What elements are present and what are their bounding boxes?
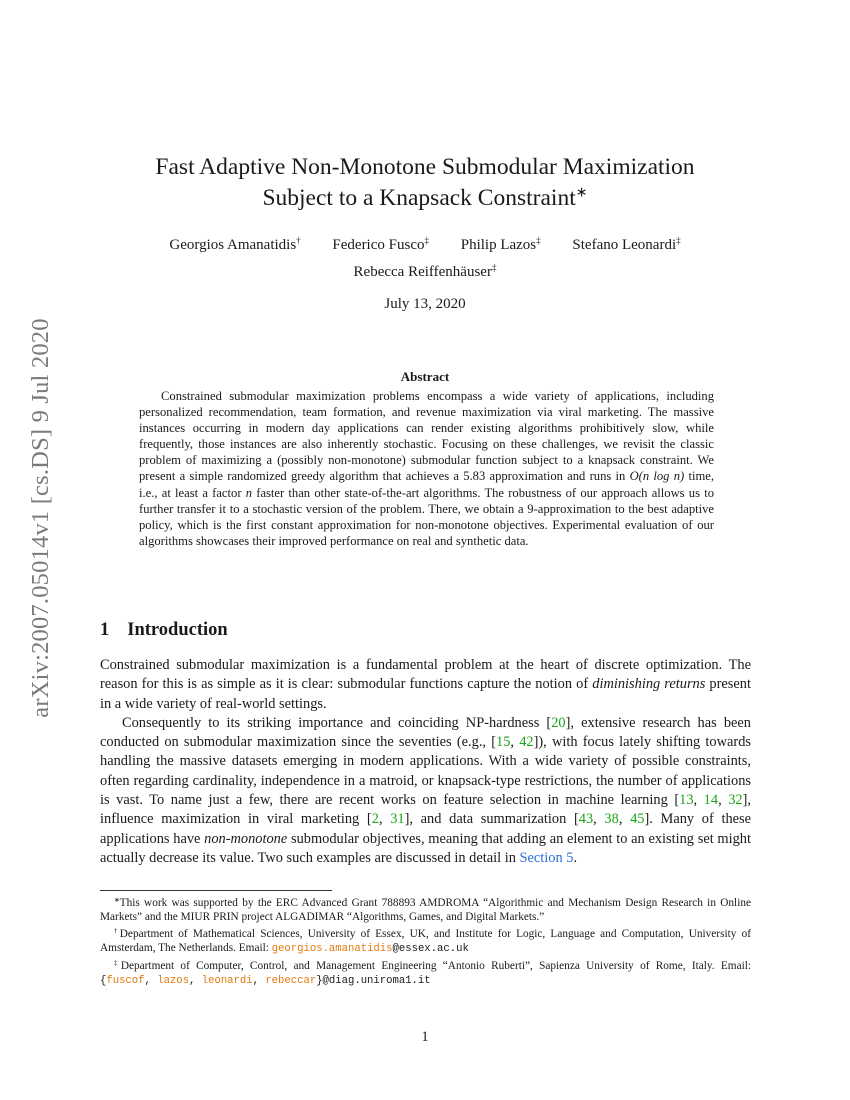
- email-link[interactable]: fuscof: [106, 975, 145, 988]
- citation-link[interactable]: 38: [604, 811, 619, 828]
- paper-date: July 13, 2020: [384, 296, 466, 312]
- author: Philip Lazos‡: [460, 235, 541, 253]
- page-number: 1: [421, 1029, 429, 1045]
- author: Stefano Leonardi‡: [572, 235, 681, 253]
- author: Federico Fusco‡: [332, 235, 429, 253]
- section-link[interactable]: Section 5: [519, 849, 574, 866]
- citation-link[interactable]: 15: [496, 734, 511, 751]
- author-list: [100, 232, 750, 286]
- citation-link[interactable]: 14: [703, 792, 719, 809]
- abstract-paragraph: Constrained submodular maximization problems encompass a wide variety of applications, including personalized recommendation, team formation, and revenue maximization via viral marketing. The massive instances occurring in modern day applications can render existing algorithms prohibitively slow, while frequently, those instances are also inherently stochastic. Focusing on these challenges, we revisit the classic problem of maximizing a (possibly non-monotone) submodular function subject to a knapsack constraint. We present a simple randomized greedy algorithm that achieves a 5.83 approximation and runs in O(n log n) time, i.e., at least a factor n faster than other state-of-the-art algorithms. The robustness of our approach allows us to further transfer it to a stochastic version of the problem. There, we obtain a 9-approximation to the best adaptive policy, which is the first constant approximation for non-monotone objectives. Experimental evaluation of our algorithms showcases their improved performance on real and synthetic data.: [139, 389, 714, 548]
- title-line-1: Fast Adaptive Non-Monotone Submodular Maximization: [155, 154, 695, 180]
- introduction-body: [100, 656, 751, 868]
- title-line-2: [100, 183, 750, 214]
- arxiv-identifier: arXiv:2007.05014v1 [cs.DS] 9 Jul 2020: [27, 317, 54, 718]
- section-title: Introduction: [127, 620, 228, 640]
- math-complexity: O(n log n): [629, 469, 685, 484]
- title-footnote-mark: ∗: [575, 184, 588, 201]
- abstract-body: [139, 388, 714, 549]
- abstract-heading: Abstract: [400, 369, 450, 384]
- section-number: 1: [100, 620, 110, 640]
- citation-link[interactable]: 2: [371, 811, 379, 828]
- section-heading-introduction: [100, 620, 228, 641]
- email-link[interactable]: rebeccar: [265, 975, 317, 988]
- footnotes: [100, 896, 751, 990]
- math-n: n: [245, 485, 253, 500]
- footnote-affiliation-sapienza: ‡Department of Computer, Control, and Management Engineering “Antonio Ruberti”, Sapienza University of Rome, Italy. Email: {fuscof, lazos, leonardi, rebeccar}@diag.uniroma1.it: [100, 959, 751, 988]
- citation-link[interactable]: 43: [578, 811, 594, 828]
- footnote-rule: [100, 890, 332, 891]
- citation-link[interactable]: 32: [728, 792, 743, 809]
- citation-link[interactable]: 45: [630, 811, 645, 828]
- citation-link[interactable]: 20: [551, 714, 566, 731]
- email-link[interactable]: georgios.amanatidis: [271, 943, 393, 956]
- email-link[interactable]: leonardi: [201, 975, 253, 988]
- intro-paragraph-2: Consequently to its striking importance and coinciding NP-hardness [20], extensive research has been conducted on submodular maximization since the seventies (e.g., [15, 42]), with focus lately shifting towards handling the massive datasets emerging in modern applications. With a wide variety of possible constraints, often regarding cardinality, independence in a matroid, or knapsack-type restrictions, the number of applications is vast. To name just a few, there are recent works on feature selection in machine learning [13, 14, 32], influence maximization in viral marketing [2, 31], and data summarization [43, 38, 45]. Many of these applications have non-monotone submodular objectives, meaning that adding an element to an existing set might actually decrease its value. Two such examples are discussed in detail in Section 5.: [100, 714, 752, 866]
- footnote-funding: ∗This work was supported by the ERC Advanced Grant 788893 AMDROMA “Algorithmic and Mechanism Design Research in Online Markets” and the MIUR PRIN project ALGADIMAR “Algorithms, Games, and Digital Markets.”: [100, 896, 751, 924]
- paper-title: [100, 152, 750, 214]
- footnote-affiliation-essex: †Department of Mathematical Sciences, University of Essex, UK, and Institute for Logic, Language and Computation, University of Amsterdam, The Netherlands. Email: georgios.amanatidis@essex.ac.uk: [100, 927, 751, 956]
- arxiv-sidebar: [26, 290, 56, 745]
- citation-link[interactable]: 31: [390, 811, 405, 828]
- citation-link[interactable]: 42: [519, 734, 534, 751]
- author: Georgios Amanatidis†: [169, 235, 301, 253]
- citation-link[interactable]: 13: [679, 792, 694, 809]
- title-line-2-text: Subject to a Knapsack Constraint: [262, 185, 576, 211]
- intro-paragraph-1: Constrained submodular maximization is a fundamental problem at the heart of discrete optimization. The reason for this is as simple as it is clear: submodular functions capture the notion of diminishing returns present in a wide variety of real-world settings.: [100, 657, 751, 712]
- author: Rebecca Reiffenhäuser‡: [353, 262, 497, 280]
- email-link[interactable]: lazos: [157, 975, 190, 988]
